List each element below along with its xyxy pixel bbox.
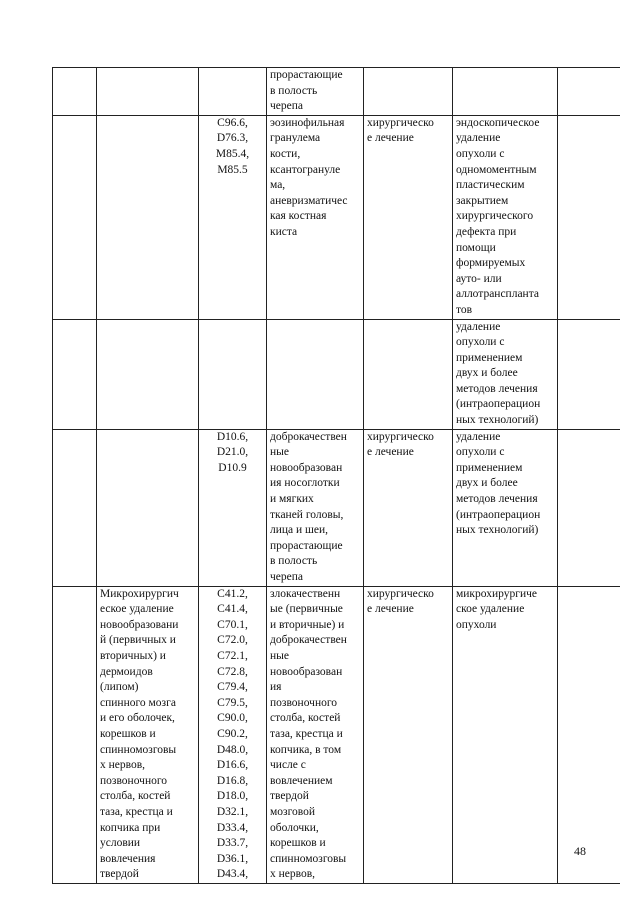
cell-text-line: опухоли [456, 618, 497, 631]
cell-text-line: позвоночного [100, 774, 168, 787]
extra-cell [558, 586, 620, 883]
cell-text-line: х нервов, [270, 868, 316, 881]
extra-cell [558, 319, 620, 429]
table-row [53, 319, 620, 429]
cell-text-line: удаление [456, 430, 501, 443]
cell-text-line: спинномозговы [270, 852, 347, 865]
cell-text-line: условии [100, 837, 141, 850]
cell-text-line: микрохирургиче [456, 587, 537, 600]
cell-text-line: и вторичные) и [270, 618, 345, 631]
patient-model-cell [267, 586, 364, 883]
cell-text-line: столба, костей [100, 790, 171, 803]
cell-text-line: х нервов, [100, 759, 146, 772]
cell-text-line: копчика при [100, 821, 161, 834]
cell-text-line: эозинофильная [270, 116, 345, 129]
cell-text-line: ые (первичные [270, 603, 343, 616]
cell-text-line: злокачественн [270, 587, 341, 600]
cell-text-line: хирургическо [367, 430, 434, 443]
cell-text-line: и мягких [270, 493, 314, 506]
cell-text-line: кая костная [270, 210, 327, 223]
cell-text-line: гранулема [270, 132, 321, 145]
table-row [53, 115, 620, 319]
cell-text-line: C72.8, [217, 665, 248, 678]
cell-text-line: M85.4, [215, 147, 250, 160]
cell-text-line: D16.6, [216, 759, 249, 772]
cell-text-line: столба, костей [270, 712, 341, 725]
cell-text-line: копчика, в том [270, 743, 342, 756]
cell-text-line: тов [456, 303, 473, 316]
cell-text-line: вторичных) и [100, 649, 166, 662]
cell-text-line: ское удаление [456, 603, 525, 616]
extra-cell [558, 68, 620, 116]
number-cell [53, 115, 97, 319]
cell-text-line: C79.4, [217, 681, 248, 694]
treatment-method-cell [453, 586, 558, 883]
treatment-type-cell [364, 586, 453, 883]
icd-codes-cell [199, 115, 267, 319]
cell-text-line: еское удаление [100, 603, 174, 616]
extra-cell [558, 429, 620, 586]
cell-text-line: пластическим [456, 179, 525, 192]
cell-text-line: прорастающие [270, 539, 343, 552]
cell-text-line: C41.2, [217, 587, 248, 600]
cell-text-line: черепа [270, 571, 304, 583]
cell-text-line: применением [456, 351, 523, 364]
cell-text-line: D76.3, [216, 132, 249, 145]
cell-text-line: доброкачествен [270, 634, 347, 647]
cell-text-line: удаление [456, 320, 501, 333]
treatment-type-cell [364, 429, 453, 586]
cell-text-line: одномоментным [456, 163, 537, 176]
cell-text-line: ксантогрануле [270, 163, 341, 176]
cell-text-line: опухоли с [456, 336, 505, 349]
cell-text-line: хирургического [456, 210, 534, 223]
cell-text-line: ма, [270, 179, 286, 192]
cell-text-line: хирургическо [367, 116, 434, 129]
cell-text-line: C90.2, [217, 727, 248, 740]
cell-text-line: D18.0, [216, 790, 249, 803]
treatment-method-cell [453, 319, 558, 429]
cell-text-line: е лечение [367, 132, 414, 145]
number-cell [53, 429, 97, 586]
cell-text-line: (интраоперацион [456, 508, 541, 521]
cell-text-line: новообразовани [100, 618, 179, 631]
cell-text-line: аневризматичес [270, 194, 348, 207]
cell-text-line: опухоли с [456, 147, 505, 160]
cell-text-line: доброкачествен [270, 430, 347, 443]
cell-text-line: таза, крестца и [100, 805, 173, 818]
number-cell [53, 586, 97, 883]
cell-text-line: новообразован [270, 665, 343, 678]
treatment-method-cell [453, 68, 558, 116]
cell-text-line: черепа [270, 100, 304, 113]
cell-text-line: тканей головы, [270, 508, 344, 521]
patient-model-cell [267, 429, 364, 586]
cell-text-line: закрытием [456, 194, 509, 207]
cell-text-line: ия [270, 681, 282, 694]
page-number: 48 [574, 844, 586, 858]
cell-text-line: (липом) [100, 681, 139, 694]
table-row [53, 586, 620, 883]
cell-text-line: C70.1, [217, 618, 248, 631]
cell-text-line: D32.1, [216, 805, 249, 818]
cell-text-line: C72.0, [217, 634, 248, 647]
treatment-type-cell [364, 319, 453, 429]
cell-text-line: ия носоглотки [270, 477, 340, 490]
cell-text-line: D48.0, [216, 743, 249, 756]
icd-codes-cell [199, 586, 267, 883]
cell-text-line: формируемых [456, 257, 526, 270]
cell-text-line: оболочки, [270, 821, 319, 834]
cell-text-line: двух и более [456, 367, 518, 380]
procedure-name-cell [97, 319, 199, 429]
cell-text-line: Микрохирургич [100, 587, 179, 600]
cell-text-line: D16.8, [216, 774, 249, 787]
number-cell [53, 68, 97, 116]
cell-text-line: применением [456, 461, 523, 474]
cell-text-line: ные [270, 446, 289, 459]
cell-text-line: M85.5 [217, 163, 248, 176]
cell-text-line: лица и шеи, [270, 524, 329, 537]
cell-text-line: C90.0, [217, 712, 248, 725]
cell-text-line: вовлечения [100, 852, 156, 865]
cell-text-line: ных технологий) [456, 414, 539, 427]
cell-text-line: корешков и [100, 727, 156, 740]
procedure-name-cell [97, 68, 199, 116]
procedure-name-cell [97, 429, 199, 586]
cell-text-line: методов лечения [456, 493, 538, 506]
table-row [53, 429, 620, 586]
patient-model-cell [267, 68, 364, 116]
cell-text-line: в полость [270, 555, 318, 568]
cell-text-line: (интраоперацион [456, 398, 541, 411]
cell-text-line: е лечение [367, 446, 414, 459]
treatment-method-cell [453, 115, 558, 319]
cell-text-line: вовлечением [270, 774, 333, 787]
cell-text-line: опухоли с [456, 446, 505, 459]
cell-text-line: хирургическо [367, 587, 434, 600]
cell-text-line: ауто- или [456, 272, 502, 285]
cell-text-line: дермоидов [100, 665, 153, 678]
cell-text-line: мозговой [270, 805, 316, 818]
cell-text-line: и его оболочек, [100, 712, 175, 725]
cell-text-line: методов лечения [456, 382, 538, 395]
cell-text-line: помощи [456, 241, 496, 254]
cell-text-line: числе с [270, 759, 306, 772]
cell-text-line: дефекта при [456, 225, 517, 238]
cell-text-line: D43.4, [216, 868, 249, 881]
extra-cell [558, 115, 620, 319]
cell-text-line: D33.4, [216, 821, 249, 834]
number-cell [53, 319, 97, 429]
cell-text-line: двух и более [456, 477, 518, 490]
cell-text-line: C41.4, [217, 603, 248, 616]
cell-text-line: C72.1, [217, 649, 248, 662]
cell-text-line: е лечение [367, 603, 414, 616]
cell-text-line: эндоскопическое [456, 116, 540, 129]
procedure-name-cell [97, 586, 199, 883]
cell-text-line: спинного мозга [100, 696, 176, 709]
cell-text-line: спинномозговы [100, 743, 177, 756]
cell-text-line: прорастающие [270, 69, 343, 81]
patient-model-cell [267, 115, 364, 319]
cell-text-line: позвоночного [270, 696, 338, 709]
cell-text-line: удаление [456, 132, 501, 145]
treatment-type-cell [364, 115, 453, 319]
cell-text-line: й (первичных и [100, 634, 176, 647]
cell-text-line: ных технологий) [456, 524, 539, 537]
table-row [53, 68, 620, 116]
icd-codes-cell [199, 319, 267, 429]
icd-codes-cell [199, 68, 267, 116]
cell-text-line: C96.6, [217, 116, 248, 129]
treatment-type-cell [364, 68, 453, 116]
treatment-method-cell [453, 429, 558, 586]
cell-text-line: C79.5, [217, 696, 248, 709]
cell-text-line: в полость [270, 84, 318, 97]
cell-text-line: твердой [100, 868, 139, 881]
procedures-table [52, 67, 620, 884]
patient-model-cell [267, 319, 364, 429]
cell-text-line: D10.9 [218, 461, 247, 474]
cell-text-line: аллотранспланта [456, 288, 539, 301]
cell-text-line: D21.0, [216, 446, 249, 459]
cell-text-line: ные [270, 649, 289, 662]
cell-text-line: твердой [270, 790, 309, 803]
cell-text-line: новообразован [270, 461, 343, 474]
cell-text-line: D33.7, [216, 837, 249, 850]
icd-codes-cell [199, 429, 267, 586]
cell-text-line: D10.6, [216, 430, 249, 443]
procedure-name-cell [97, 115, 199, 319]
cell-text-line: кости, [270, 147, 301, 160]
cell-text-line: D36.1, [216, 852, 249, 865]
cell-text-line: киста [270, 225, 298, 238]
cell-text-line: корешков и [270, 837, 326, 850]
cell-text-line: таза, крестца и [270, 727, 343, 740]
